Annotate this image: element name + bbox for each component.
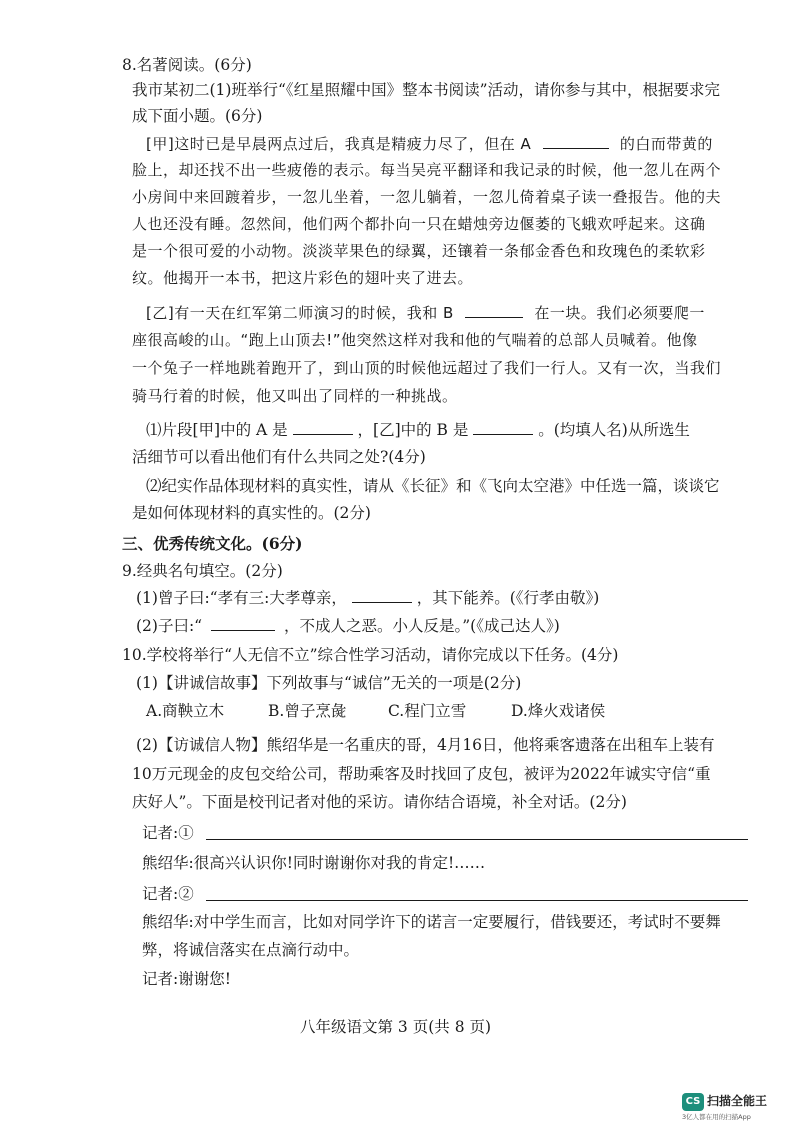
- watermark-title: 扫描全能王: [707, 1094, 768, 1108]
- page-footer: 八年级语文第 3 页(共 8 页): [300, 1018, 492, 1036]
- q8-subq2-line2: 是如何体现材料的真实性的。(2分): [132, 504, 371, 522]
- q9-item1-after: ，其下能养。(《行孝由敬》): [416, 589, 600, 607]
- q9-item2: [136, 616, 560, 636]
- q8-title: 8.名著阅读。(6分): [122, 56, 252, 74]
- q10-option-a: A.商鞅立木: [146, 702, 225, 720]
- q8-excerpt-jia-line5: 是一个很可爱的小动物。淡淡苹果色的绿翼，还镶着一条郁金香色和玫瑰色的柔软彩: [132, 242, 706, 260]
- q10-part1-prompt: (1)【讲诚信故事】下列故事与“诚信”无关的一项是(2分): [136, 674, 522, 692]
- q8-subq1-line1: [146, 420, 690, 440]
- dialog-reporter-2: 记者:②: [142, 885, 194, 903]
- subq1-blank-a: [293, 420, 353, 435]
- watermark-subtitle: 3亿人都在用的扫描App: [682, 1113, 751, 1121]
- q9-blank1: [352, 588, 412, 603]
- subq1-part2: ，[乙]中的 B 是: [357, 421, 469, 439]
- q8-excerpt-jia-line4: 人也还没有睡。忽然间，他们两个都扑向一只在蜡烛旁边偃萎的飞蛾欢呼起来。这确: [132, 215, 706, 233]
- dialog-xiong-2-line1: 熊绍华:对中学生而言，比如对同学许下的诺言一定要履行，借钱要还，考试时不要舞: [142, 913, 721, 931]
- answer-line-1: [206, 839, 748, 840]
- q8-excerpt-jia-line3: 小房间中来回踱着步，一忽儿坐着，一忽儿躺着，一忽儿倚着桌子读一叠报告。他的夫: [132, 188, 722, 206]
- q8-excerpt-jia-line1: [146, 134, 713, 154]
- q8-excerpt-yi-line2: 座很高峻的山。“跑上山顶去!”他突然这样对我和他的气喘着的总部人员喊着。他像: [132, 331, 698, 349]
- q8-excerpt-jia-line6: 纹。他揭开一本书，把这片彩色的翅叶夹了进去。: [132, 269, 474, 287]
- q9-item2-before: (2)子曰:“: [136, 617, 203, 635]
- yi-text-before-blank: [乙]有一天在红军第二师演习的时候，我和 B: [146, 304, 454, 322]
- jia-text-after-blank: 的白而带黄的: [619, 135, 713, 153]
- q8-excerpt-yi-line1: [146, 303, 705, 323]
- q10-option-b: B.曾子烹彘: [268, 702, 347, 720]
- q10-part2-line2: 10万元现金的皮包交给公司，帮助乘客及时找回了皮包，被评为2022年诚实守信“重: [132, 765, 711, 783]
- q9-item1-before: (1)曾子曰:“孝有三:大孝尊亲，: [136, 589, 347, 607]
- q10-part2-line3: 庆好人”。下面是校刊记者对他的采访。请你结合语境，补全对话。(2分): [132, 793, 627, 811]
- q8-subq1-line2: 活细节可以看出他们有什么共同之处?(4分): [132, 448, 426, 466]
- blank-b: [465, 303, 523, 318]
- yi-text-after-blank: 在一块。我们必须要爬一: [534, 304, 705, 322]
- q8-excerpt-yi-line3: 一个兔子一样地跳着跑开了，到山顶的时候他远超过了我们一行人。又有一次，当我们: [132, 359, 722, 377]
- dialog-xiong-2-line2: 弊，将诚信落实在点滴行动中。: [142, 941, 360, 959]
- dialog-reporter-3: 记者:谢谢您!: [142, 970, 231, 988]
- q9-title: 9.经典名句填空。(2分): [122, 562, 283, 580]
- q9-item1: [136, 588, 599, 608]
- q8-excerpt-jia-line2: 脸上，却还找不出一些疲倦的表示。每当吴亮平翻译和我记录的时候，他一忽儿在两个: [132, 161, 722, 179]
- q10-option-d: D.烽火戏诸侯: [511, 702, 606, 720]
- dialog-xiong-1: 熊绍华:很高兴认识你!同时谢谢你对我的肯定!……: [142, 854, 486, 872]
- q9-blank2: [211, 616, 275, 631]
- blank-a: [543, 134, 609, 149]
- subq1-blank-b: [473, 420, 533, 435]
- q10-title: 10.学校将举行“人无信不立”综合性学习活动，请你完成以下任务。(4分): [122, 646, 619, 664]
- q8-intro-line1: 我市某初二(1)班举行“《红星照耀中国》整本书阅读”活动，请你参与其中，根据要求完: [132, 81, 721, 99]
- q10-option-c: C.程门立雪: [388, 702, 467, 720]
- answer-line-2: [206, 900, 748, 901]
- q8-excerpt-yi-line4: 骑马行着的时候，他又叫出了同样的一种挑战。: [132, 387, 458, 405]
- subq1-part3: 。(均填人名)从所选生: [538, 421, 690, 439]
- q8-intro-line2: 成下面小题。(6分): [132, 107, 263, 125]
- q9-item2-after: ，不成人之恶。小人反是。”(《成己达人》): [283, 617, 560, 635]
- jia-text-before-blank: [甲]这时已是早晨两点过后，我真是精疲力尽了，但在 A: [146, 135, 532, 153]
- q10-part2-line1: (2)【访诚信人物】熊绍华是一名重庆的哥，4月16日，他将乘客遗落在出租车上装有: [136, 736, 715, 754]
- dialog-reporter-1: 记者:①: [142, 824, 194, 842]
- scanner-watermark: [682, 1090, 790, 1121]
- subq1-part1: ⑴片段[甲]中的 A 是: [146, 421, 288, 439]
- camscanner-logo-icon: CS: [682, 1093, 704, 1111]
- section3-title: 三、优秀传统文化。(6分): [122, 534, 303, 553]
- q8-subq2-line1: ⑵纪实作品体现材料的真实性，请从《长征》和《飞向太空港》中任选一篇，谈谈它: [146, 477, 720, 495]
